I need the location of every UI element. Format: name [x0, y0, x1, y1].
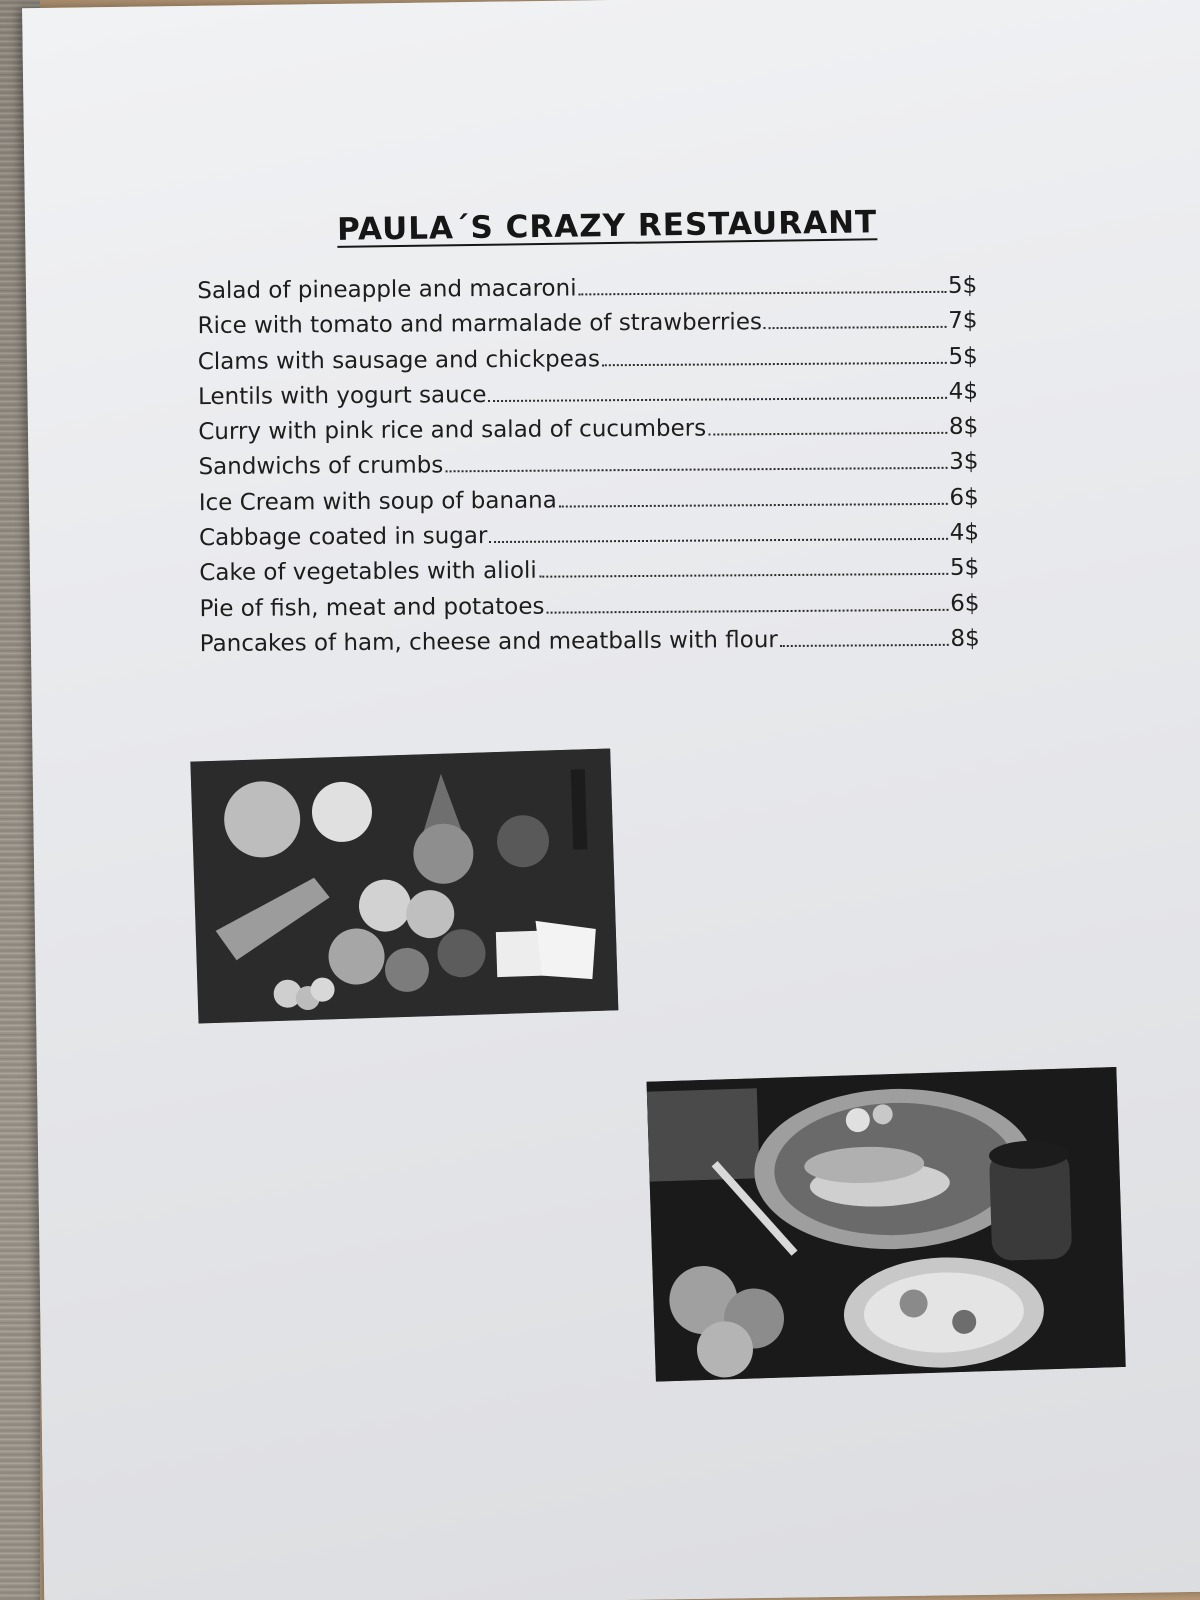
menu-item — [197, 308, 977, 349]
menu-item-name: Cake of vegetables with alioli — [199, 558, 537, 587]
dotted-leader — [445, 467, 947, 473]
menu-item-price: 7$ — [948, 307, 978, 335]
menu-item-price: 6$ — [949, 484, 979, 511]
menu-item-price: 6$ — [950, 590, 980, 617]
dotted-leader — [764, 326, 946, 329]
dotted-leader — [489, 397, 947, 402]
fruit-vegetables-cheese-photo-icon — [190, 748, 618, 1023]
menu-list — [197, 273, 980, 667]
menu-item-name: Ice Cream with soup of banana — [198, 487, 557, 516]
dotted-leader — [539, 573, 948, 578]
dotted-leader — [780, 644, 949, 647]
menu-item — [199, 555, 979, 596]
menu-item — [197, 273, 977, 314]
menu-item-price: 5$ — [949, 555, 980, 582]
menu-item-name: Lentils with yogurt sauce — [197, 381, 487, 410]
menu-item — [198, 449, 978, 490]
dotted-leader — [602, 361, 947, 365]
dotted-leader — [546, 609, 948, 614]
menu-item — [199, 484, 979, 525]
grilled-meal-plate-photo-icon — [647, 1067, 1126, 1382]
menu-item-price: 3$ — [949, 449, 979, 476]
menu-item-price: 5$ — [948, 343, 978, 370]
menu-item-name: Rice with tomato and marmalade of strawberries — [197, 309, 763, 340]
dinner-photo — [647, 1067, 1126, 1382]
menu-item-name: Pie of fish, meat and potatoes — [199, 593, 545, 622]
menu-item-price: 4$ — [948, 378, 979, 405]
menu-item-name: Sandwichs of crumbs — [198, 452, 444, 481]
produce-photo — [190, 748, 618, 1023]
menu-item — [199, 520, 979, 561]
dotted-leader — [708, 432, 947, 436]
menu-item-price: 5$ — [947, 272, 978, 299]
menu-item-price: 4$ — [949, 519, 980, 546]
menu-sheet — [22, 0, 1200, 1600]
menu-item — [200, 626, 980, 667]
menu-item-name: Pancakes of ham, cheese and meatballs with flour — [199, 627, 778, 658]
dotted-leader — [579, 291, 946, 296]
menu-item-price: 8$ — [948, 413, 979, 441]
menu-item — [199, 590, 979, 631]
menu-item-name: Curry with pink rice and salad of cucumbers — [198, 415, 707, 446]
restaurant-title: PAULA´S CRAZY RESTAURANT — [336, 204, 878, 248]
dotted-leader — [489, 538, 947, 543]
menu-item-name: Clams with sausage and chickpeas — [197, 345, 601, 375]
menu-item — [198, 414, 978, 455]
menu-item — [198, 379, 978, 420]
dotted-leader — [559, 503, 948, 508]
menu-item-price: 8$ — [950, 625, 980, 652]
menu-item-name: Salad of pineapple and macaroni — [197, 275, 577, 305]
menu-item — [198, 343, 978, 384]
menu-item-name: Cabbage coated in sugar — [198, 523, 488, 552]
